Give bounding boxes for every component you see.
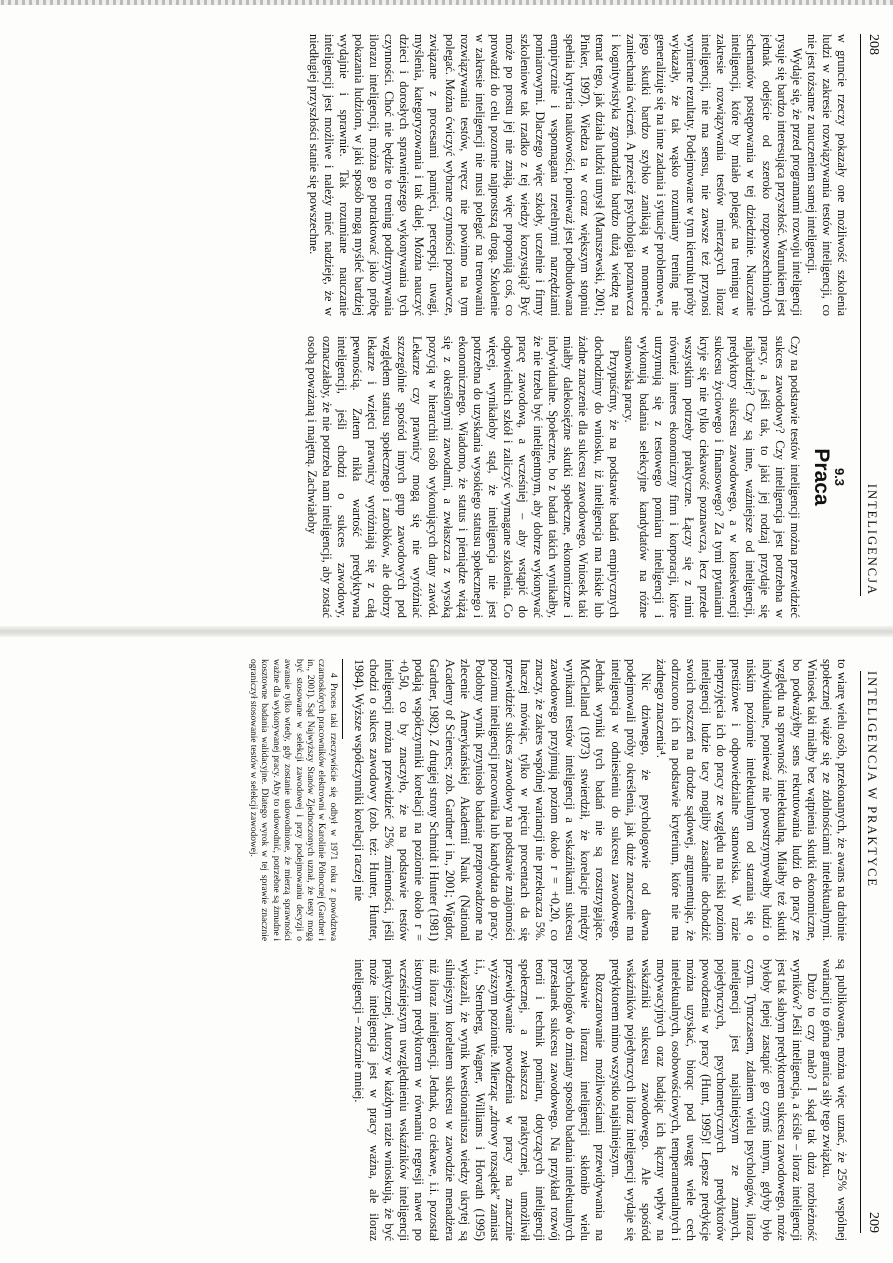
left-page: [0, 0, 893, 626]
text-column: [14, 659, 849, 941]
text-column: [14, 336, 849, 618]
running-head: [860, 671, 885, 1233]
page-number: 208: [866, 34, 881, 55]
paragraph: Czy na podstawie testów inteligencji można przewidzieć sukces zawodowy? Czy inteligencja jest potrzebna w pracy, a jeśli tak, to jaki jej rodzaj przydaje się najbardziej? Czy są inne, ważniejsze od inteligencji, predyktory sukcesu zawodowego, a w konsekwencji sukcesu życiowego i finansowego? Za tymi pytaniami kryje się nie tylko ciekawość poznawcza, lecz przede wszystkim potrzeby praktyczne. Łączy się z nimi również interes ekonomiczny firm i korporacji, które utrzymują się z testowego pomiaru inteligencji i wykonują badania selekcyjne kandydatów na różne stanowiska pracy.: [621, 336, 802, 618]
section-heading: [809, 336, 847, 618]
footnote-rule: [342, 659, 343, 739]
paragraph: Rozczarowanie możliwościami przewidywania na podstawie ilorazu inteligencji skłoniło wielu psychologów do zmiany sposobu badania intelektualnych przesłanek sukcesu zawodowego. Na przykład rozwój teorii i technik pomiaru, dotyczących inteligencji społecznej, a zwłaszcza praktycznej, umożliwił przewidywanie powodzenia w pracy na znacznie wyższym poziomie. Mierząc „zdrowy rozsądek” zamiast i.i., Sternberg, Wagner, Williams i Horvath (1995) wykazali, że wynik kwestionariusza wiedzy ukrytej są silniejszym korelatem sukcesu w zawodzie menadżera niż iloraz inteligencji. Jednak, co ciekawe, i.i. pozostał istotnym predyktorem w równaniu regresji nawet po wcześniejszym uwzględnieniu wskaźników inteligencji praktycznej. Autorzy w każdym razie wnioskują, że być może inteligencja jest w pracy ważna, ale iloraz inteligencji – znacznie mniej.: [352, 959, 608, 1241]
running-title: INTELIGENCJA W PRAKTYCE: [865, 671, 879, 889]
paragraph: Wydaje się, że przed programami rozwoju inteligencji rysuje się bardzo interesująca przyszłość. Warunkiem jest jednak odejście od szeroko rozpowszechnionych schematów postępowania w tej dziedzinie. Nauczanie inteligencji, które by miało polegać na treningu w zakresie rozwiązywania testów mierzących iloraz inteligencji, nie ma sensu, nie zawsze też przynosi wymierne rezultaty. Podejmowane w tym kierunku próby wykazały, że tak wąsko rozumiany trening nie generalizuje się na inne zadania i sytuacje problemowe, a jego skutki bardzo szybko zanikają w momencie zaniechania ćwiczeń. A przecież psychologia poznawcza i kognitywistyka zgromadziła bardzo dużą wiedzę na temat tego, jak działa ludzki umysł (Maruszewski, 2001; Pinker, 1997). Wiedza ta w coraz większym stopniu spełnia kryteria naukowości, ponieważ jest podbudowana empirycznie i wspomagana rzetelnymi narzędziami pomiarowymi. Dlaczego więc szkoły, uczelnie i firmy szkoleniowe tak rzadko z tej wiedzy korzystają? Być może po prostu jej nie znają, więc proponują coś, co prowadzi do celu pozornie najprostszą drogą. Szkolenie w zakresie inteligencji nie musi polegać na trenowaniu rozwiązywania testów, wręcz nie powinno na tym polegać. Można ćwiczyć wybrane czynności poznawcze, związane z procesami pamięci, percepcji, uwagi, myślenia, kategoryzowania i tak dalej. Można nauczyć dzieci i dorosłych sprawniejszego wykonywania tych czynności. Choć nie będzie to trening podtrzymywania ilorazu inteligencji, można go potraktować jako próbę pokazania ludziom, w jaki sposób mogą myśleć bardziej wydajnie i sprawnie. Tak rozumiane nauczanie inteligencji jest możliwe i należy mieć nadzieję, że w niedługiej przyszłości stanie się powszechne.: [306, 34, 804, 316]
text-column: [14, 959, 849, 1241]
book-gutter: [0, 626, 893, 637]
paragraph: to wiarę wielu osób, przekonanych, że awans na drabinie społecznej wiąże się ze zdolnościami intelektualnymi. Wniosek taki miałby bez wątpienia skutki ekonomiczne, bo podważyłby sens rekrutowania ludzi do pracy ze względu na sprawność intelektualną. Miałby też skutki indywidualne, ponieważ nie powstrzymywałby ludzi o niskim poziomie intelektualnym od starania się o prestiżowe i odpowiedzialne stanowiska. W razie nieprzyjęcia ich do pracy ze względu na niski poziom inteligencji ludzie tacy mogliby zasadnie dochodzić swoich roszczeń na drodze sądowej, argumentując, że odrzucono ich na podstawie kryterium, które nie ma żadnego znaczenia⁴.: [653, 659, 849, 941]
footnote-text: Proces taki rzeczywiście się odbył w 1971 roku z powództwa czarnoskórych pracowników elektrowni w Karolinie Północnej (Gardner i in., 2001). Sąd Najwyższy Stanów Zjednoczonych uznał, że testy mogą być stosowane w selekcji zawodowej i przy podejmowaniu decyzji o awansie tylko wtedy, gdy zostanie udowodnione, że mierzą sprawności ważne dla wykonywanej pracy. Aby to udowodnić, potrzebne są żmudne i kosztowne badania walidacyjne. Dlatego wyrok w tej sprawie znacznie ograniczył stosowanie testów w selekcji zawodowej.: [248, 659, 338, 941]
page-number: 209: [866, 1212, 881, 1233]
footnote-number: 4: [327, 673, 338, 678]
section-number: 9.3: [832, 467, 847, 487]
running-head: [860, 34, 885, 596]
section-title: Praca: [809, 448, 833, 506]
paragraph: Dużo to czy mało? I skąd tak duża rozbieżność wyników? Jeśli inteligencja, a ściśle – iloraz inteligencji jest tak słabym predyktorem sukcesu zawodowego, może byłoby lepiej zastąpić go czymś innym, gdyby było czym. Tymczasem, zdaniem wielu psychologów, iloraz inteligencji jest najsilniejszym ze znanych, pojedynczych, psychometrycznych predyktorów powodzenia w pracy (Hunt, 1995)! Lepsze predykcje można uzyskać, biorąc pod uwagę wiele cech intelektualnych, osobowościowych, temperamentalnych i motywacyjnych oraz badając ich łączny wpływ na wskaźniki sukcesu zawodowego. Ale spośród wskaźników pojedynczych iloraz inteligencji wydaje się predyktorem mimo wszystko najsilniejszym.: [608, 959, 819, 1241]
paragraph: Przypuśćmy, że na podstawie badań empirycznych dochodzimy do wniosku, iż inteligencja ma niskie lub żadne znaczenie dla sukcesu zawodowego. Wniosek taki miałby dalekosiężne skutki społeczne, ekonomiczne i indywidualne. Społeczne, bo z badań takich wynikałby, że nie trzeba być inteligentnym, aby dobrze wykonywać pracę zawodową, a wcześniej – aby wstąpić do odpowiednich szkół i zaliczyć wymagane szkolenia. Co więcej, wynikałoby stąd, że inteligencja nie jest potrzebna do uzyskania wysokiego statusu społecznego i ekonomicznego. Wiadomo, że status i pieniądze wiążą się z określonymi zawodami, a zwłaszcza z wysoką pozycją w hierarchii osób wykonujących dany zawód. Lekarze czy prawnicy mogą się nie wyróżniać szczególnie spośród innych grup zawodowych pod względem statusu społecznego i zarobków, ale dobrzy lekarze i wziętci prawnicy wyróżniają się z całą pewnością. Zatem nikła wartość predyktywna inteligencji, jeśli chodzi o sukces zawodowy, oznaczałaby, że nie potrzeba nam inteligencji, aby zostać osobą poważaną i majętną. Zachwiałoby: [304, 336, 621, 618]
footnote: [247, 659, 338, 941]
paragraph: są publikowane, można więc uznać, że 25% wspólnej wariancji to górna granica siły tego związku.: [819, 959, 849, 1241]
text-column: [14, 34, 849, 316]
paragraph: Nic dziwnego, że psychologowie od dawna podejmowali próby określenia, jak duże znaczenie ma inteligencja w odniesieniu do sukcesu zawodowego. Jednak wyniki tych badań nie są rozstrzygające. McClelland (1973) stwierdził, że korelacje między wynikami testów inteligencji a wskaźnikami sukcesu zawodowego przyjmują poziom około r = +0,20, co znaczy, że zakres wspólnej wariancji nie przekracza 5%. Inaczej mówiąc, tylko w pięciu procentach da się przewidzieć sukces zawodowy na podstawie znajomości poziomu inteligencji pracownika lub kandydata do pracy. Podobny wynik przyniosło badanie przeprowadzone na zlecenie Amerykańskiej Akademii Nauk (National Academy of Sciences; zob. Gardner i in., 2001; Wigdor, Gardner, 1982). Z drugiej strony Schmidt i Hunter (1981) podają współczynniki korelacji na poziomie około r = +0,50, co by znaczyło, że na podstawie testów inteligencji można przewidzieć 25% zmienności, jeśli chodzi o sukces zawodowy (zob. też: Hunter, Hunter, 1984). Wyższe współczynniki korelacji raczej nie: [352, 659, 653, 941]
paragraph: w gruncie rzeczy pokazały one możliwość szkolenia ludzi w zakresie rozwiązywania testów inteligencji, co nie jest tożsame z nauczeniem samej inteligencji.: [804, 34, 849, 316]
running-title: INTELIGENCJA: [865, 483, 879, 596]
right-page: [0, 637, 893, 1263]
